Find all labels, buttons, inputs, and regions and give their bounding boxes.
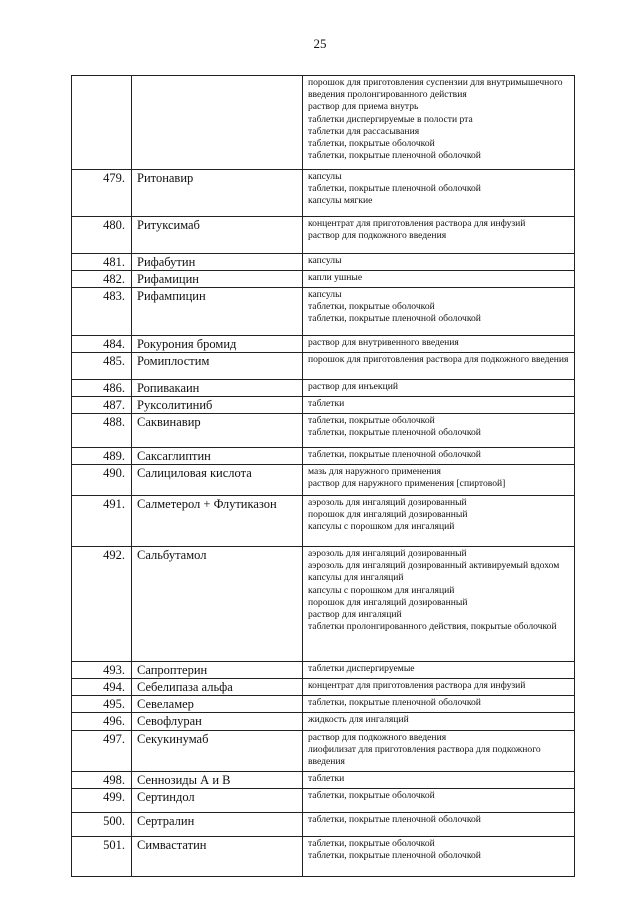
- dosage-forms-cell: [303, 547, 575, 662]
- row-number-cell: [72, 170, 132, 217]
- drug-name-cell: [132, 465, 303, 496]
- row-number-cell: [72, 353, 132, 380]
- row-number-cell: [72, 771, 132, 788]
- dosage-forms-cell: [303, 731, 575, 772]
- row-number: 493.: [103, 663, 125, 677]
- drug-list-body: [72, 76, 575, 877]
- drug-name-cell: [132, 771, 303, 788]
- row-number: 482.: [103, 272, 125, 286]
- dosage-form: аэрозоль для ингаляций дозированный: [308, 548, 467, 559]
- row-number: 489.: [103, 449, 125, 463]
- table-row: [72, 336, 575, 353]
- dosage-forms-list: [303, 397, 574, 412]
- dosage-form: раствор для подкожного введения: [308, 732, 447, 743]
- row-number-cell: [72, 713, 132, 731]
- dosage-forms-cell: [303, 353, 575, 380]
- drug-name: Ритуксимаб: [137, 218, 200, 232]
- drug-name: Салициловая кислота: [137, 466, 252, 480]
- row-number: 501.: [103, 837, 125, 852]
- drug-name-cell: [132, 696, 303, 713]
- drug-name: Себелипаза альфа: [137, 680, 233, 694]
- row-number-cell: [72, 288, 132, 336]
- drug-name-cell: [132, 271, 303, 288]
- dosage-form: капсулы: [308, 289, 342, 300]
- page-number: 25: [313, 36, 327, 51]
- table-row: [72, 448, 575, 465]
- row-number: 494.: [103, 680, 125, 694]
- drug-name: Рифампицин: [137, 289, 206, 303]
- drug-name: Сапроптерин: [137, 663, 208, 677]
- row-number-cell: [72, 397, 132, 414]
- drug-name: [132, 76, 302, 77]
- dosage-form: таблетки, покрытые оболочкой: [308, 789, 435, 801]
- dosage-forms-list: [303, 813, 574, 828]
- table-row: [72, 288, 575, 336]
- dosage-form: таблетки для рассасывания: [308, 125, 420, 137]
- dosage-form: таблетки, покрытые оболочкой: [308, 837, 435, 849]
- dosage-form: порошок для приготовления раствора для подкожного введения: [308, 354, 569, 365]
- row-number-cell: [72, 217, 132, 254]
- dosage-forms-cell: [303, 713, 575, 731]
- dosage-form: раствор для внутривенного введения: [308, 337, 459, 348]
- table-row: [72, 496, 575, 547]
- dosage-forms-cell: [303, 662, 575, 679]
- row-number: 481.: [103, 255, 125, 269]
- dosage-forms-list: [303, 380, 574, 395]
- row-number: 488.: [103, 415, 125, 429]
- row-number-cell: [72, 812, 132, 836]
- drug-name: Рифабутин: [137, 255, 196, 269]
- dosage-form: капсулы для ингаляций: [308, 572, 404, 584]
- dosage-forms-list: [303, 696, 574, 711]
- dosage-forms-list: [303, 837, 574, 864]
- dosage-forms-cell: [303, 771, 575, 788]
- dosage-form: таблетки, покрытые оболочкой: [308, 301, 435, 313]
- dosage-form: таблетки, покрытые пленочной оболочкой: [308, 427, 481, 439]
- drug-name-cell: [132, 254, 303, 271]
- dosage-forms-cell: [303, 448, 575, 465]
- drug-name-cell: [132, 170, 303, 217]
- drug-name-cell: [132, 380, 303, 397]
- dosage-form: таблетки диспергируемые в полости рта: [308, 113, 473, 125]
- table-row: [72, 353, 575, 380]
- drug-name-cell: [132, 713, 303, 731]
- dosage-forms-cell: [303, 217, 575, 254]
- drug-name: Руксолитиниб: [137, 398, 213, 412]
- dosage-form: аэрозоль для ингаляций дозированный активируемый вдохом: [308, 560, 560, 572]
- row-number: 492.: [103, 548, 125, 562]
- drug-name: Ромиплостим: [137, 354, 210, 368]
- dosage-forms-list: [303, 336, 574, 351]
- row-number: 490.: [103, 466, 125, 480]
- drug-name: Сеннозиды А и В: [137, 772, 231, 787]
- drug-name: Салметерол + Флутиказон: [137, 497, 277, 511]
- dosage-form: жидкость для ингаляций: [308, 714, 409, 725]
- table-row: [72, 217, 575, 254]
- drug-name-cell: [132, 731, 303, 772]
- dosage-forms-cell: [303, 380, 575, 397]
- row-number: 496.: [103, 714, 125, 728]
- drug-name: Симвастатин: [137, 837, 207, 852]
- dosage-forms-cell: [303, 76, 575, 170]
- drug-name-cell: [132, 836, 303, 876]
- dosage-forms-cell: [303, 496, 575, 547]
- drug-name: Севеламер: [137, 697, 194, 711]
- dosage-forms-list: [303, 414, 574, 441]
- dosage-forms-cell: [303, 170, 575, 217]
- dosage-forms-list: [303, 662, 574, 677]
- row-number-cell: [72, 731, 132, 772]
- dosage-form: таблетки, покрытые пленочной оболочкой: [308, 313, 481, 325]
- dosage-form: лиофилизат для приготовления раствора для подкожного введения: [308, 744, 541, 768]
- table-row: [72, 76, 575, 170]
- row-number-cell: [72, 547, 132, 662]
- dosage-form: капли ушные: [308, 272, 363, 283]
- dosage-forms-list: [303, 465, 574, 492]
- drug-name-cell: [132, 76, 303, 170]
- dosage-forms-cell: [303, 288, 575, 336]
- dosage-forms-list: [303, 271, 574, 286]
- row-number-cell: [72, 76, 132, 170]
- drug-name: Саквинавир: [137, 415, 201, 429]
- drug-list-table: [71, 75, 575, 877]
- table-row: [72, 397, 575, 414]
- drug-name: Севофлуран: [137, 714, 202, 728]
- dosage-forms-list: [303, 789, 574, 804]
- row-number-cell: [72, 380, 132, 397]
- drug-name-cell: [132, 679, 303, 696]
- row-number: 500.: [103, 813, 125, 828]
- dosage-forms-list: [303, 217, 574, 244]
- dosage-form: мазь для наружного применения: [308, 466, 441, 477]
- row-number: 485.: [103, 354, 125, 368]
- drug-name: Ропивакаин: [137, 381, 200, 395]
- table-row: [72, 788, 575, 812]
- drug-name: Секукинумаб: [137, 732, 209, 746]
- table-row: [72, 465, 575, 496]
- row-number: [125, 86, 131, 87]
- row-number: 498.: [103, 772, 125, 787]
- dosage-form: таблетки, покрытые оболочкой: [308, 138, 435, 150]
- dosage-forms-list: [303, 170, 574, 210]
- dosage-forms-list: [303, 679, 574, 694]
- drug-name-cell: [132, 336, 303, 353]
- drug-name-cell: [132, 353, 303, 380]
- drug-name-cell: [132, 217, 303, 254]
- row-number: 487.: [103, 398, 125, 412]
- dosage-form: капсулы: [308, 171, 342, 182]
- dosage-forms-cell: [303, 696, 575, 713]
- dosage-form: таблетки, покрытые пленочной оболочкой: [308, 449, 481, 460]
- table-row: [72, 731, 575, 772]
- dosage-forms-list: [303, 288, 574, 328]
- table-row: [72, 254, 575, 271]
- drug-name-cell: [132, 662, 303, 679]
- row-number-cell: [72, 696, 132, 713]
- table-row: [72, 812, 575, 836]
- row-number: 486.: [103, 381, 125, 395]
- row-number: 480.: [103, 218, 125, 232]
- table-row: [72, 836, 575, 876]
- drug-name: Рокурония бромид: [137, 337, 237, 351]
- dosage-form: таблетки, покрытые пленочной оболочкой: [308, 183, 481, 195]
- row-number-cell: [72, 336, 132, 353]
- dosage-forms-cell: [303, 812, 575, 836]
- dosage-forms-cell: [303, 788, 575, 812]
- row-number-cell: [72, 465, 132, 496]
- row-number-cell: [72, 662, 132, 679]
- row-number-cell: [72, 254, 132, 271]
- drug-name-cell: [132, 547, 303, 662]
- dosage-form: капсулы мягкие: [308, 195, 373, 207]
- dosage-forms-list: [303, 254, 574, 269]
- row-number: 497.: [103, 732, 125, 746]
- dosage-forms-cell: [303, 336, 575, 353]
- dosage-forms-cell: [303, 271, 575, 288]
- dosage-form: раствор для подкожного введения: [308, 230, 447, 242]
- dosage-forms-list: [303, 496, 574, 536]
- drug-name: Ритонавир: [137, 171, 194, 185]
- row-number-cell: [72, 496, 132, 547]
- row-number: 484.: [103, 337, 125, 351]
- row-number: 479.: [103, 171, 125, 185]
- dosage-forms-list: [303, 731, 574, 771]
- row-number: 483.: [103, 289, 125, 303]
- row-number-cell: [72, 679, 132, 696]
- table-row: [72, 547, 575, 662]
- dosage-form: таблетки, покрытые пленочной оболочкой: [308, 813, 481, 825]
- dosage-forms-list: [303, 76, 574, 164]
- drug-name-cell: [132, 448, 303, 465]
- table-row: [72, 170, 575, 217]
- drug-name-cell: [132, 812, 303, 836]
- dosage-form: раствор для наружного применения [спиртовой]: [308, 478, 506, 490]
- dosage-form: таблетки диспергируемые: [308, 663, 415, 674]
- dosage-form: раствор для приема внутрь: [308, 101, 419, 113]
- drug-name: Сертралин: [137, 813, 195, 828]
- row-number: 495.: [103, 697, 125, 711]
- row-number-cell: [72, 788, 132, 812]
- drug-name: Сальбутамол: [137, 548, 207, 562]
- dosage-form: таблетки, покрытые оболочкой: [308, 415, 435, 426]
- row-number: 491.: [103, 497, 125, 511]
- row-number-cell: [72, 271, 132, 288]
- row-number-cell: [72, 414, 132, 448]
- table-row: [72, 713, 575, 731]
- dosage-forms-list: [303, 713, 574, 728]
- dosage-form: таблетки, покрытые пленочной оболочкой: [308, 150, 481, 162]
- row-number-cell: [72, 836, 132, 876]
- table-row: [72, 380, 575, 397]
- drug-name-cell: [132, 288, 303, 336]
- dosage-forms-list: [303, 547, 574, 635]
- drug-name-cell: [132, 496, 303, 547]
- dosage-forms-list: [303, 772, 574, 787]
- table-row: [72, 414, 575, 448]
- dosage-form: капсулы: [308, 255, 342, 266]
- dosage-forms-cell: [303, 397, 575, 414]
- dosage-form: таблетки пролонгированного действия, покрытые оболочкой: [308, 621, 557, 633]
- drug-name-cell: [132, 414, 303, 448]
- dosage-form: таблетки, покрытые пленочной оболочкой: [308, 849, 481, 861]
- dosage-form: порошок для приготовления суспензии для внутримышечного введения пролонгированного действия: [308, 77, 563, 101]
- row-number-cell: [72, 448, 132, 465]
- drug-name-cell: [132, 788, 303, 812]
- dosage-form: аэрозоль для ингаляций дозированный: [308, 497, 467, 508]
- dosage-forms-list: [303, 448, 574, 463]
- dosage-form: концентрат для приготовления раствора для инфузий: [308, 680, 526, 691]
- dosage-forms-list: [303, 353, 574, 368]
- dosage-form: раствор для ингаляций: [308, 609, 402, 621]
- drug-name: Сертиндол: [137, 789, 195, 804]
- dosage-forms-cell: [303, 679, 575, 696]
- dosage-form: концентрат для приготовления раствора для инфузий: [308, 218, 526, 229]
- drug-name: Саксаглиптин: [137, 449, 211, 463]
- table-row: [72, 271, 575, 288]
- dosage-form: порошок для ингаляций дозированный: [308, 509, 468, 521]
- drug-name-cell: [132, 397, 303, 414]
- table-row: [72, 771, 575, 788]
- dosage-form: порошок для ингаляций дозированный: [308, 596, 468, 608]
- dosage-forms-cell: [303, 836, 575, 876]
- row-number: 499.: [103, 789, 125, 804]
- dosage-forms-cell: [303, 254, 575, 271]
- table-row: [72, 679, 575, 696]
- dosage-form: таблетки: [308, 772, 345, 784]
- dosage-forms-cell: [303, 414, 575, 448]
- drug-name: Рифамицин: [137, 272, 199, 286]
- dosage-form: раствор для инъекций: [308, 381, 398, 392]
- dosage-form: таблетки: [308, 398, 345, 409]
- dosage-form: капсулы с порошком для ингаляций: [308, 584, 455, 596]
- dosage-forms-cell: [303, 465, 575, 496]
- table-row: [72, 662, 575, 679]
- dosage-form: капсулы с порошком для ингаляций: [308, 521, 455, 533]
- dosage-form: таблетки, покрытые пленочной оболочкой: [308, 697, 481, 708]
- table-row: [72, 696, 575, 713]
